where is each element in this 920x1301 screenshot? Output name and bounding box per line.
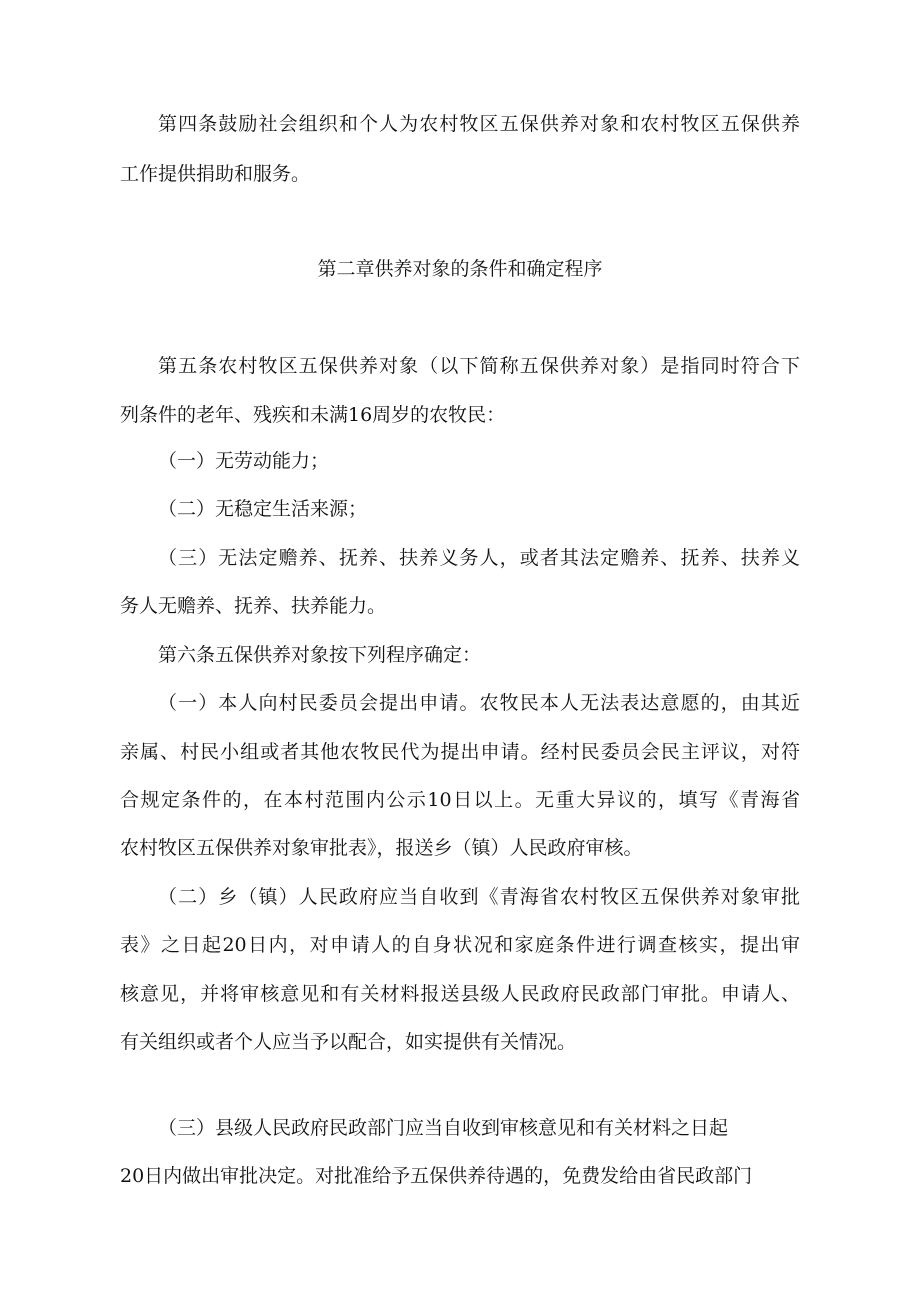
article4-line-2: 工作提供捐助和服务。 [120, 163, 311, 185]
article5-item-3-line-2: 务人无赡养、抚养、扶养能力。 [120, 595, 387, 617]
chapter-heading: 第二章供养对象的条件和确定程序 [317, 258, 603, 280]
article6-item-2-line-4: 有关组织或者个人应当予以配合，如实提供有关情况。 [120, 1031, 577, 1053]
article5-item-3-line-1: （三）无法定赡养、抚养、扶养义务人，或者其法定赡养、抚养、扶养义 [158, 547, 800, 569]
article6-item-3-line-1: （三）县级人民政府民政部门应当自收到审核意见和有关材料之日起 [158, 1117, 729, 1139]
article5-line-2: 列条件的老年、残疾和未满16周岁的农牧民： [120, 404, 506, 426]
article4-line-1: 第四条鼓励社会组织和个人为农村牧区五保供养对象和农村牧区五保供养 [158, 113, 800, 135]
article6-item-1-line-3: 合规定条件的，在本村范围内公示10日以上。无重大异议的，填写《青海省 [120, 789, 800, 811]
article6-item-2-line-1: （二）乡（镇）人民政府应当自收到《青海省农村牧区五保供养对象审批 [158, 886, 800, 908]
article6-item-3-line-2: 20日内做出审批决定。对批准给予五保供养待遇的，免费发给由省民政部门 [120, 1165, 753, 1187]
article5-item-2: （二）无稳定生活来源； [158, 498, 368, 520]
article5-item-1: （一）无劳动能力； [158, 450, 330, 472]
article6-item-2-line-2: 表》之日起20日内，对申请人的自身状况和家庭条件进行调查核实，提出审 [120, 934, 800, 956]
article6-item-1-line-2: 亲属、村民小组或者其他农牧民代为提出申请。经村民委员会民主评议，对符 [120, 741, 800, 763]
article6-item-2-line-3: 核意见，并将审核意见和有关材料报送县级人民政府民政部门审批。申请人、 [120, 983, 800, 1005]
article6-intro: 第六条五保供养对象按下列程序确定： [158, 644, 482, 666]
article5-line-1: 第五条农村牧区五保供养对象（以下简称五保供养对象）是指同时符合下 [158, 355, 800, 377]
article6-item-1-line-1: （一）本人向村民委员会提出申请。农牧民本人无法表达意愿的，由其近 [158, 692, 800, 714]
article6-item-1-line-4: 农村牧区五保供养对象审批表》，报送乡（镇）人民政府审核。 [120, 837, 643, 859]
